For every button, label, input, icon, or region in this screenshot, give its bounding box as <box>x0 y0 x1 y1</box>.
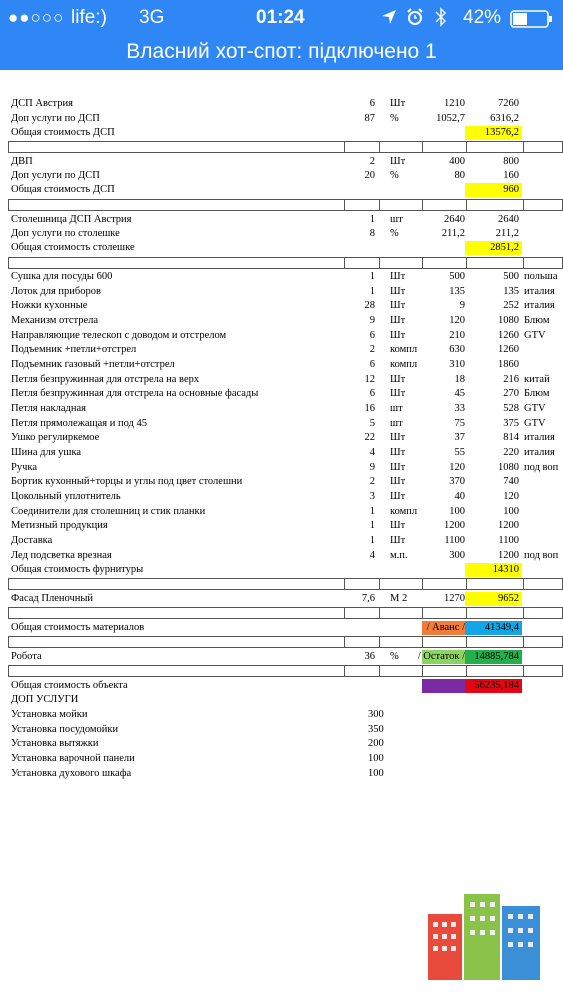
table-row <box>0 227 563 241</box>
cell-sum: 1260 <box>498 344 519 355</box>
cell-qty: 2 <box>369 344 375 355</box>
table-row <box>0 592 563 606</box>
cell-price: 1270 <box>444 593 465 604</box>
cell-note: под воп <box>524 462 559 473</box>
separator-row <box>8 636 563 648</box>
table-row <box>0 112 563 126</box>
cell-sum: 100 <box>503 506 519 517</box>
cell-qty: 4 <box>369 447 375 458</box>
cell-name: Подъемник газовый +петли+отстрел <box>11 359 175 370</box>
cell-name: ДСП Австрия <box>11 98 73 109</box>
cell-price: 135 <box>449 286 465 297</box>
table-row <box>0 241 563 255</box>
cell-name: Соединители для столешниц и стик планки <box>11 506 206 517</box>
table-row <box>0 169 563 183</box>
table-row <box>0 461 563 475</box>
cell-name: Общая стоимость материалов <box>11 622 145 633</box>
cell-sum: 528 <box>503 403 519 414</box>
cell-name: Подъемник +петли+отстрел <box>11 344 137 355</box>
cell-sum: 220 <box>503 447 519 458</box>
list-item <box>0 723 563 737</box>
service-price: 100 <box>368 768 384 779</box>
cell-price: 45 <box>454 388 465 399</box>
table-row <box>0 155 563 169</box>
table-row <box>0 270 563 284</box>
table-row <box>0 387 563 401</box>
cell-qty: 28 <box>364 300 375 311</box>
cell-sum: 1100 <box>498 535 519 546</box>
cell-qty: 6 <box>369 330 375 341</box>
cell-unit: компл <box>390 506 418 517</box>
cell-note: Блюм <box>524 388 550 399</box>
separator-row <box>8 199 563 211</box>
cell-qty: 1 <box>369 214 375 225</box>
cell-qty: 12 <box>364 374 375 385</box>
cell-sum: 252 <box>503 300 519 311</box>
cell-unit: Шт <box>390 98 406 109</box>
cell-unit: Шт <box>390 315 406 326</box>
location-arrow-icon <box>381 9 397 31</box>
cell-note: GTV <box>524 418 546 429</box>
cell-price: 80 <box>454 170 465 181</box>
cell-name: Петля накладная <box>11 403 86 414</box>
cell-sum: 9652 <box>498 593 519 604</box>
cell-sum: 1860 <box>498 359 519 370</box>
cell-price: 1100 <box>444 535 465 546</box>
cell-sum: 14885,784 <box>474 651 519 662</box>
list-item <box>0 737 563 751</box>
cell-price: 55 <box>454 447 465 458</box>
cell-name: Направляющие телескоп с доводом и отстрелом <box>11 330 227 341</box>
cell-sum: 375 <box>503 418 519 429</box>
cell-unit: Шт <box>390 388 406 399</box>
cell-sum: 1200 <box>498 550 519 561</box>
cell-qty: 1 <box>369 286 375 297</box>
cell-qty: 6 <box>369 359 375 370</box>
cell-price: 500 <box>449 271 465 282</box>
cell-price: 2640 <box>444 214 465 225</box>
separator-row <box>8 607 563 619</box>
table-row <box>0 446 563 460</box>
cell-note: италия <box>524 300 555 311</box>
table-row <box>0 373 563 387</box>
cell-name: Общая стоимость ДСП <box>11 184 115 195</box>
table-row <box>0 343 563 357</box>
cell-price: 1210 <box>444 98 465 109</box>
table-row <box>0 431 563 445</box>
table-row <box>0 285 563 299</box>
cell-note: италия <box>524 432 555 443</box>
cell-unit: % <box>390 651 399 662</box>
cell-unit: Шт <box>390 300 406 311</box>
cell-sum: 814 <box>503 432 519 443</box>
cell-name: Петля прямолежащая и под 45 <box>11 418 148 429</box>
cell-note: италия <box>524 286 555 297</box>
cell-name: Механизм отстрела <box>11 315 99 326</box>
cell-qty: 9 <box>369 462 375 473</box>
cell-sum: 7260 <box>498 98 519 109</box>
table-row <box>0 563 563 577</box>
cell-qty: 16 <box>364 403 375 414</box>
cell-sum: 6316,2 <box>490 113 519 124</box>
cell-sum: 1080 <box>498 462 519 473</box>
cell-qty: 4 <box>369 550 375 561</box>
cell-unit: Шт <box>390 330 406 341</box>
cell-qty: 6 <box>369 388 375 399</box>
service-name: Установка варочной панели <box>11 753 135 764</box>
cell-qty: 22 <box>364 432 375 443</box>
cell-price: 120 <box>449 462 465 473</box>
cell-unit: Шт <box>390 476 406 487</box>
carrier-name: life:) <box>71 7 107 28</box>
cell-name: Доп услуги по ДСП <box>11 113 100 124</box>
cell-sum: 13576,2 <box>484 127 519 138</box>
cell-price: 37 <box>454 432 465 443</box>
cell-name: Фасад Пленочный <box>11 593 94 604</box>
cell-unit: Шт <box>390 447 406 458</box>
table-row <box>0 549 563 563</box>
extra-services-title: ДОП УСЛУГИ <box>11 694 79 705</box>
cell-sum: 41349,4 <box>484 622 519 633</box>
cell-name: Доп услуги по ДСП <box>11 170 100 181</box>
cell-qty: 8 <box>369 228 375 239</box>
cell-price: 9 <box>459 300 465 311</box>
cell-name: Общая стоимость столешке <box>11 242 135 253</box>
cell-unit: % <box>390 170 399 181</box>
list-item <box>0 708 563 722</box>
table-row <box>0 519 563 533</box>
cell-unit: Шт <box>390 462 406 473</box>
cell-qty: 2 <box>369 156 375 167</box>
cell-sum: 14310 <box>492 564 519 575</box>
battery-percent: 42% <box>463 7 502 28</box>
table-row <box>0 213 563 227</box>
battery-icon <box>510 10 554 34</box>
cell-qty: 1 <box>369 520 375 531</box>
table-row <box>0 183 563 197</box>
table-row <box>0 505 563 519</box>
cell-unit: компл <box>390 359 418 370</box>
cell-price: / Остаток / <box>417 651 465 662</box>
cell-note: GTV <box>524 330 546 341</box>
cell-name: Сушка для посуды 600 <box>11 271 113 282</box>
cell-name: Метизный продукция <box>11 520 108 531</box>
cell-sum: 960 <box>503 184 519 195</box>
cell-name: Общая стоимость фурнитуры <box>11 564 144 575</box>
cell-sum: 740 <box>503 476 519 487</box>
bluetooth-icon <box>435 7 447 33</box>
cell-price: 310 <box>449 359 465 370</box>
buildings-logo-icon <box>428 888 540 980</box>
cell-unit: Шт <box>390 156 406 167</box>
table-row <box>0 621 563 635</box>
cell-unit: Шт <box>390 374 406 385</box>
table-row <box>0 475 563 489</box>
separator-row <box>8 257 563 269</box>
hotspot-banner[interactable]: Власний хот-спот: підключено 1 <box>0 38 563 70</box>
cell-qty: 3 <box>369 491 375 502</box>
table-row <box>0 314 563 328</box>
cell-price: 40 <box>454 491 465 502</box>
cell-name: Шина для ушка <box>11 447 82 458</box>
service-price: 100 <box>368 753 384 764</box>
cell-name: Доп услуги по столешке <box>11 228 120 239</box>
cell-note: китай <box>524 374 550 385</box>
cell-price: 33 <box>454 403 465 414</box>
cell-price: 18 <box>454 374 465 385</box>
cell-note: польша <box>524 271 558 282</box>
cell-unit: шт <box>390 214 403 225</box>
cell-unit: Шт <box>390 535 406 546</box>
table-row <box>0 417 563 431</box>
separator-row <box>8 578 563 590</box>
cell-sum: 160 <box>503 170 519 181</box>
cell-unit: Шт <box>390 520 406 531</box>
service-price: 200 <box>368 738 384 749</box>
cell-sum: 1080 <box>498 315 519 326</box>
cell-sum: 2640 <box>498 214 519 225</box>
cell-sum: 216 <box>503 374 519 385</box>
table-row <box>0 97 563 111</box>
service-name: Установка вытяжки <box>11 738 99 749</box>
cell-name: Ушко регулиркемое <box>11 432 100 443</box>
cell-sum: 211,2 <box>495 228 519 239</box>
cell-note: под воп <box>524 550 559 561</box>
cell-qty: 5 <box>369 418 375 429</box>
cell-note: Блюм <box>524 315 550 326</box>
cell-price: 400 <box>449 156 465 167</box>
cell-name: Робота <box>11 651 42 662</box>
cell-name: Петля безпружинная для отстрела на основные фасады <box>11 388 259 399</box>
cell-price: 630 <box>449 344 465 355</box>
table-row <box>0 679 563 693</box>
cell-note: GTV <box>524 403 546 414</box>
cell-qty: 1 <box>369 506 375 517</box>
cell-name: Доставка <box>11 535 53 546</box>
cell-price: 300 <box>449 550 465 561</box>
cell-sum: 135 <box>503 286 519 297</box>
alarm-icon <box>406 8 424 32</box>
cell-sum: 1200 <box>498 520 519 531</box>
cell-sum: 1260 <box>498 330 519 341</box>
cell-sum: 2851,2 <box>490 242 519 253</box>
cell-price: 75 <box>454 418 465 429</box>
cell-qty: 20 <box>364 170 375 181</box>
cell-unit: шт <box>390 418 403 429</box>
cell-unit: м.п. <box>390 550 408 561</box>
table-row <box>0 650 563 664</box>
cell-sum: 56235,184 <box>474 680 519 691</box>
cell-name: Лед подсветка врезная <box>11 550 112 561</box>
cell-price: 1200 <box>444 520 465 531</box>
cell-name: ДВП <box>11 156 33 167</box>
separator-row <box>8 665 563 677</box>
cell-price: 120 <box>449 315 465 326</box>
cell-price: 1052,7 <box>436 113 465 124</box>
table-row <box>0 299 563 313</box>
cell-sum: 800 <box>503 156 519 167</box>
cell-price: 211,2 <box>441 228 465 239</box>
cell-price: 210 <box>449 330 465 341</box>
cell-unit: Шт <box>390 432 406 443</box>
cell-name: Общая стоимость объекта <box>11 680 128 691</box>
cell-qty: 9 <box>369 315 375 326</box>
service-price: 300 <box>368 709 384 720</box>
cell-qty: 1 <box>369 535 375 546</box>
cell-sum: 120 <box>503 491 519 502</box>
table-row <box>0 329 563 343</box>
cell-name: Петля безпружинная для отстрела на верх <box>11 374 200 385</box>
cell-qty: 87 <box>364 113 375 124</box>
cell-name: Столешница ДСП Австрия <box>11 214 132 225</box>
cell-name: Общая стоимость ДСП <box>11 127 115 138</box>
cell-price: / Аванс / <box>426 622 465 633</box>
table-row <box>0 534 563 548</box>
table-row <box>0 126 563 140</box>
cell-note: италия <box>524 447 555 458</box>
cell-price: 100 <box>449 506 465 517</box>
cell-price: 370 <box>449 476 465 487</box>
cell-name: Лоток для приборов <box>11 286 101 297</box>
list-item <box>0 752 563 766</box>
service-name: Установка духового шкафа <box>11 768 132 779</box>
list-item <box>0 767 563 781</box>
status-bar <box>0 0 563 38</box>
cell-name: Ручка <box>11 462 37 473</box>
cell-qty: 36 <box>364 651 375 662</box>
separator-row <box>8 141 563 153</box>
table-row <box>0 402 563 416</box>
cell-unit: Шт <box>390 491 406 502</box>
service-name: Установка мойки <box>11 709 88 720</box>
cell-unit: компл <box>390 344 418 355</box>
cell-unit: Шт <box>390 286 406 297</box>
cell-qty: 6 <box>369 98 375 109</box>
cell-name: Бортик кухонный+торцы и углы под цвет столешни <box>11 476 243 487</box>
service-name: Установка посудомойки <box>11 724 119 735</box>
table-row <box>0 358 563 372</box>
cell-unit: % <box>390 228 399 239</box>
cell-name: Ножки кухонные <box>11 300 88 311</box>
cell-qty: 2 <box>369 476 375 487</box>
clock: 01:24 <box>256 7 305 28</box>
cell-qty: 7,6 <box>361 593 375 604</box>
cell-sum: 270 <box>503 388 519 399</box>
signal-strength-icon: ●●○○○ <box>8 8 65 27</box>
service-price: 350 <box>368 724 384 735</box>
cell-unit: Шт <box>390 271 406 282</box>
cell-qty: 1 <box>369 271 375 282</box>
table-row <box>0 490 563 504</box>
cell-unit: % <box>390 113 399 124</box>
network-type: 3G <box>139 7 165 28</box>
cell-unit: М 2 <box>390 593 408 604</box>
cell-sum: 500 <box>503 271 519 282</box>
cell-name: Цокольный уплотнитель <box>11 491 121 502</box>
cell-unit: шт <box>390 403 403 414</box>
